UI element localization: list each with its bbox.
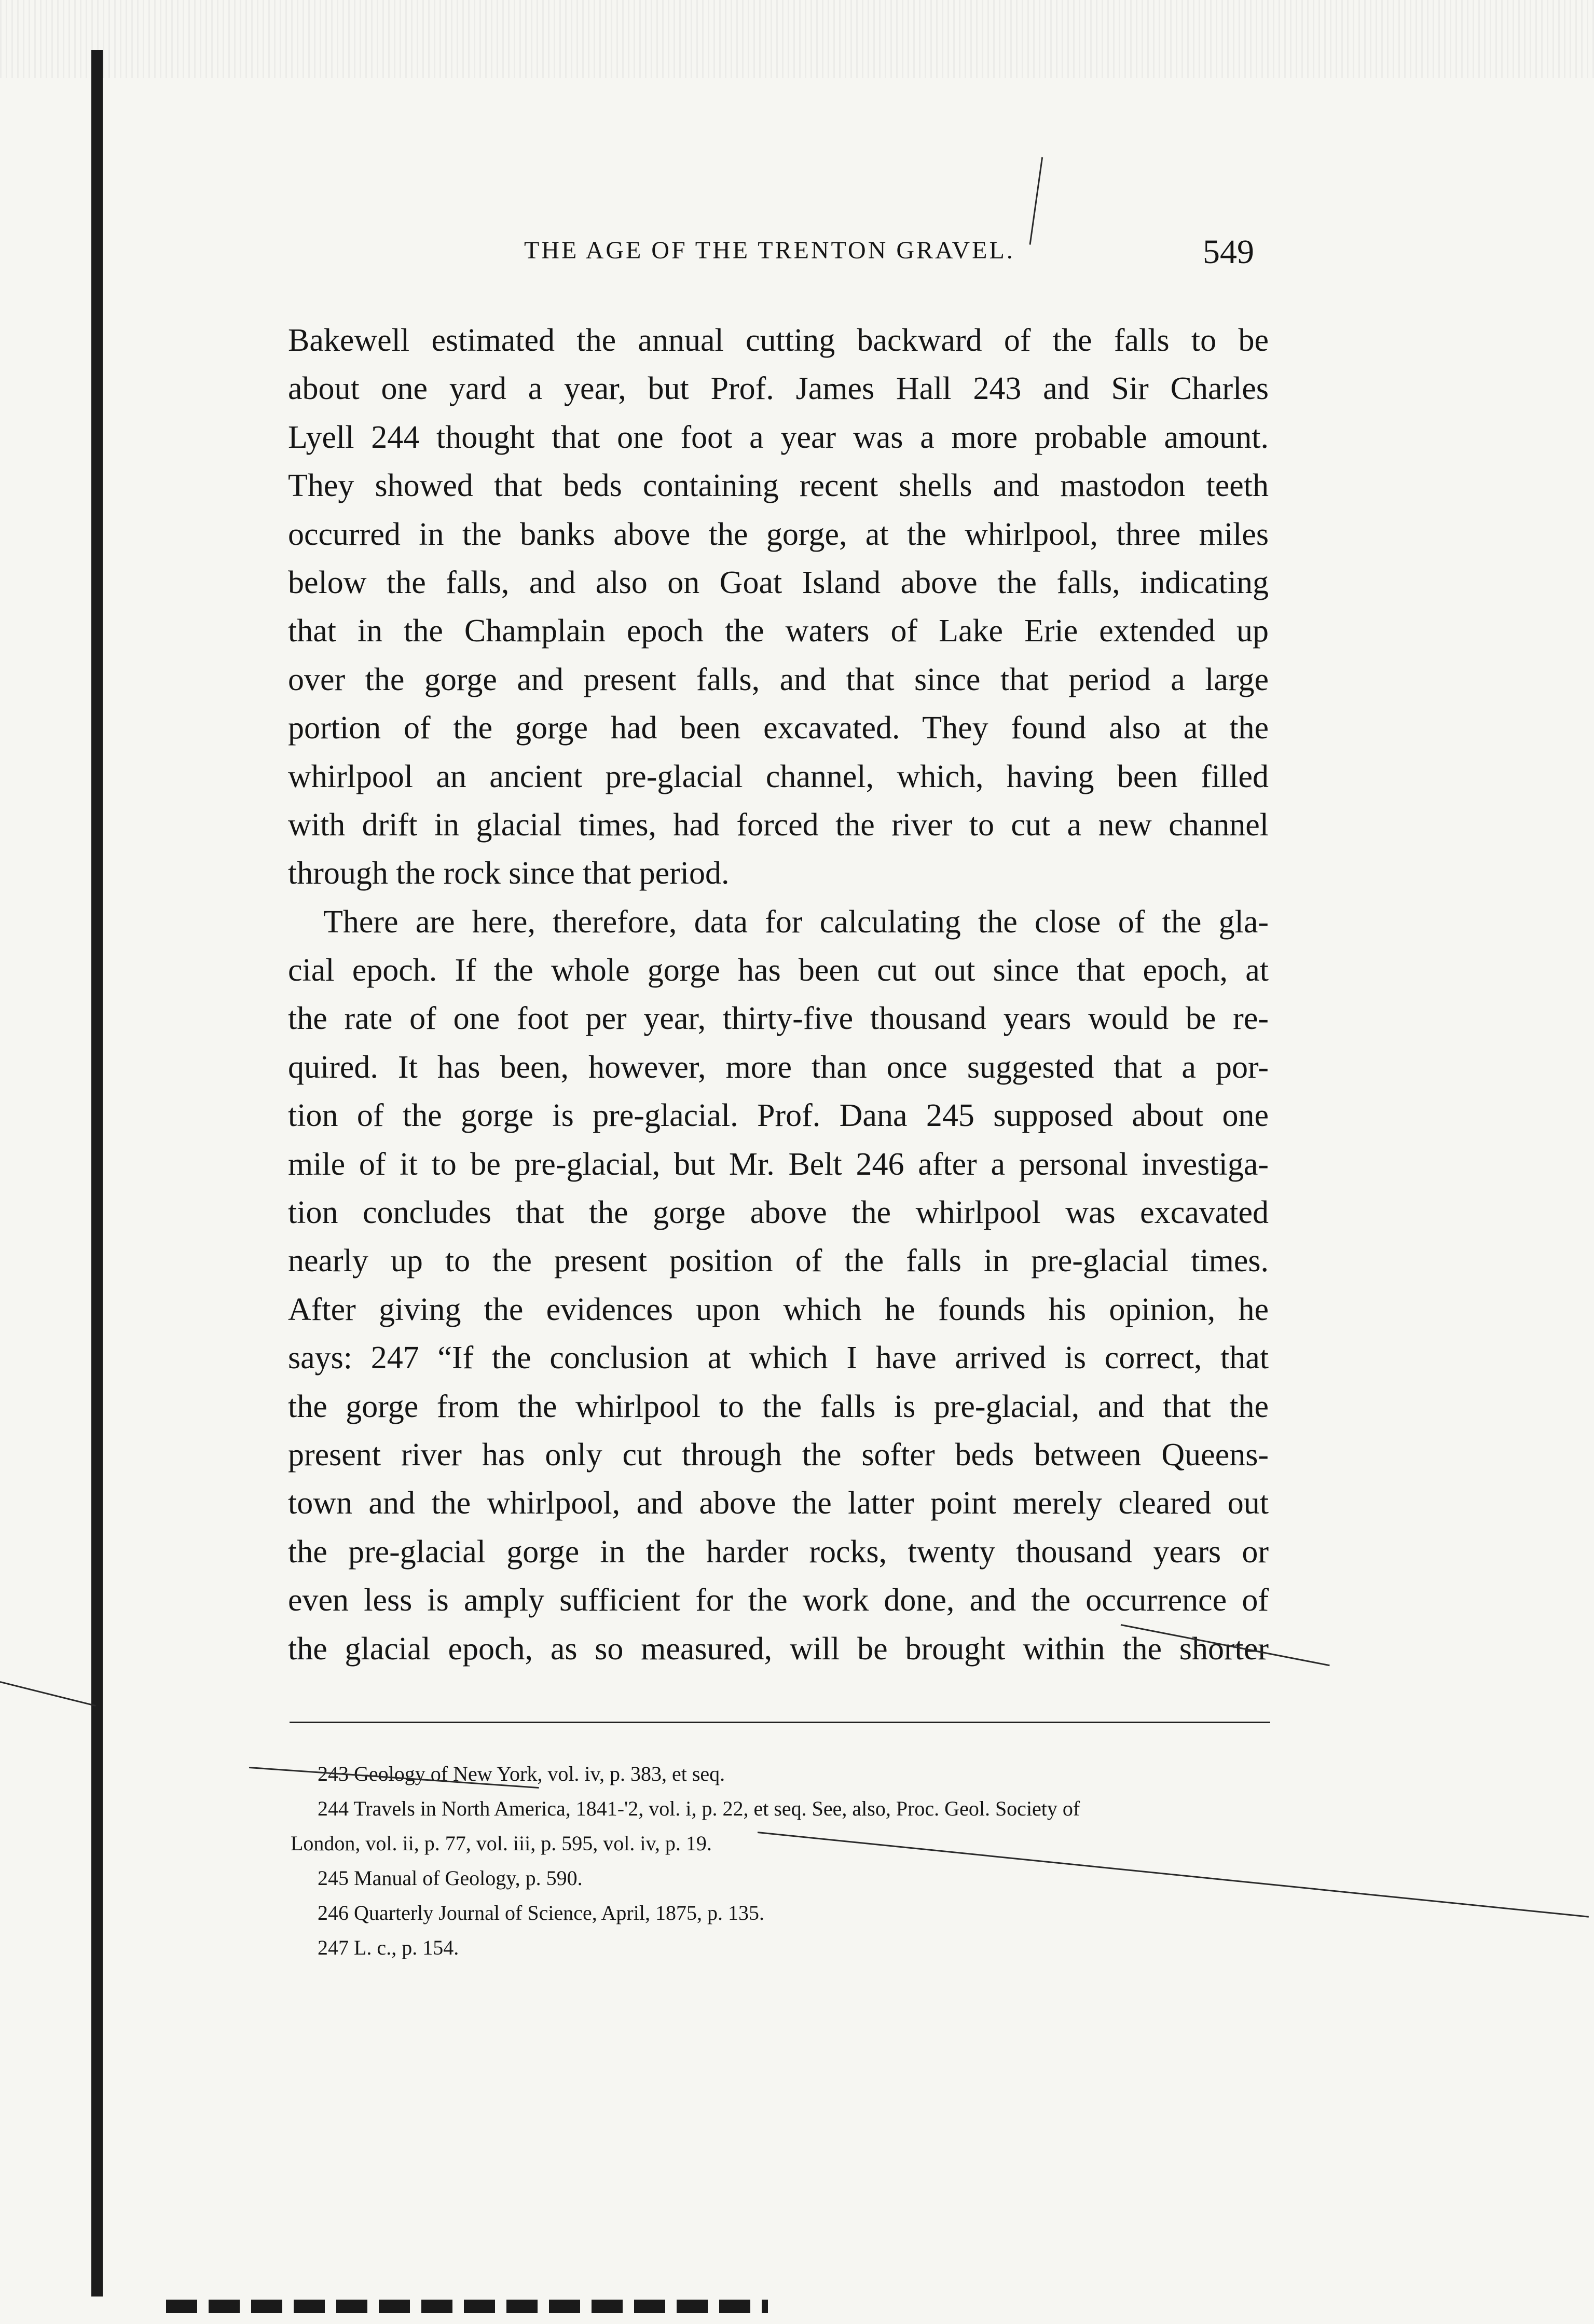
- text-line: says: 247 “If the conclusion at which I have arrived is correct, that: [288, 1340, 1269, 1376]
- text-line: below the falls, and also on Goat Island above the falls, indicating: [288, 565, 1269, 600]
- text-line: the glacial epoch, as so measured, will be brought within the shorter: [288, 1631, 1269, 1667]
- text-line: tion concludes that the gorge above the whirlpool was excavated: [288, 1195, 1269, 1231]
- text-line: even less is amply sufficient for the work done, and the occurrence of: [288, 1583, 1269, 1618]
- running-head: THE AGE OF THE TRENTON GRAVEL.: [524, 237, 1015, 264]
- scan-noise-top: [0, 0, 1594, 78]
- footnotes: [291, 1756, 1271, 1965]
- footnote-continuation: London, vol. ii, p. 77, vol. iii, p. 595, vol. iv, p. 19.: [291, 1832, 712, 1855]
- text-line: the rate of one foot per year, thirty-five thousand years would be re-: [288, 1001, 1269, 1037]
- scan-noise-bottom: [166, 2300, 768, 2313]
- footnote: 243 Geology of New York, vol. iv, p. 383, et seq.: [318, 1762, 725, 1785]
- text-line: cial epoch. If the whole gorge has been cut out since that epoch, at: [288, 953, 1269, 988]
- text-line: occurred in the banks above the gorge, at the whirlpool, three miles: [288, 516, 1269, 552]
- text-line: over the gorge and present falls, and that since that period a large: [288, 662, 1269, 697]
- text-line: about one yard a year, but Prof. James Hall 243 and Sir Charles: [288, 371, 1269, 407]
- text-line: the gorge from the whirlpool to the falls is pre-glacial, and that the: [288, 1388, 1269, 1424]
- text-line: the pre-glacial gorge in the harder rocks, twenty thousand years or: [288, 1534, 1269, 1570]
- footnote: 247 L. c., p. 154.: [318, 1936, 459, 1959]
- text-line: tion of the gorge is pre-glacial. Prof. Dana 245 supposed about one: [288, 1098, 1269, 1134]
- text-line: with drift in glacial times, had forced the river to cut a new channel: [288, 807, 1269, 843]
- text-line: portion of the gorge had been excavated. They found also at the: [288, 710, 1269, 746]
- body-text: [288, 317, 1269, 1673]
- binding-shadow: [91, 50, 103, 2297]
- text-line: They showed that beds containing recent shells and mastodon teeth: [288, 468, 1269, 504]
- footnote: 246 Quarterly Journal of Science, April, 1875, p. 135.: [318, 1901, 764, 1924]
- footnote: 244 Travels in North America, 1841-'2, vol. i, p. 22, et seq. See, also, Proc. Geol. Society of: [318, 1797, 1080, 1820]
- text-line: present river has only cut through the softer beds between Queens-: [288, 1437, 1269, 1473]
- text-line: whirlpool an ancient pre-glacial channel, which, having been filled: [288, 759, 1269, 794]
- text-line: nearly up to the present position of the falls in pre-glacial times.: [288, 1243, 1269, 1279]
- pen-stroke-mark: [0, 1681, 96, 1707]
- text-line: quired. It has been, however, more than once suggested that a por-: [288, 1049, 1269, 1085]
- page-number: 549: [1203, 233, 1254, 271]
- text-line: through the rock since that period.: [288, 856, 730, 891]
- text-line: There are here, therefore, data for calculating the close of the gla-: [323, 904, 1269, 940]
- text-line: Lyell 244 thought that one foot a year was a more probable amount.: [288, 419, 1269, 455]
- footnote-divider: [290, 1722, 1270, 1723]
- footnote: 245 Manual of Geology, p. 590.: [318, 1866, 583, 1890]
- text-line: Bakewell estimated the annual cutting backward of the falls to be: [288, 323, 1269, 358]
- text-line: town and the whirlpool, and above the latter point merely cleared out: [288, 1486, 1269, 1521]
- text-line: that in the Champlain epoch the waters of Lake Erie extended up: [288, 613, 1269, 649]
- text-line: After giving the evidences upon which he founds his opinion, he: [288, 1291, 1269, 1327]
- text-line: mile of it to be pre-glacial, but Mr. Belt 246 after a personal investiga-: [288, 1146, 1269, 1182]
- pen-stroke-mark: [1029, 157, 1043, 245]
